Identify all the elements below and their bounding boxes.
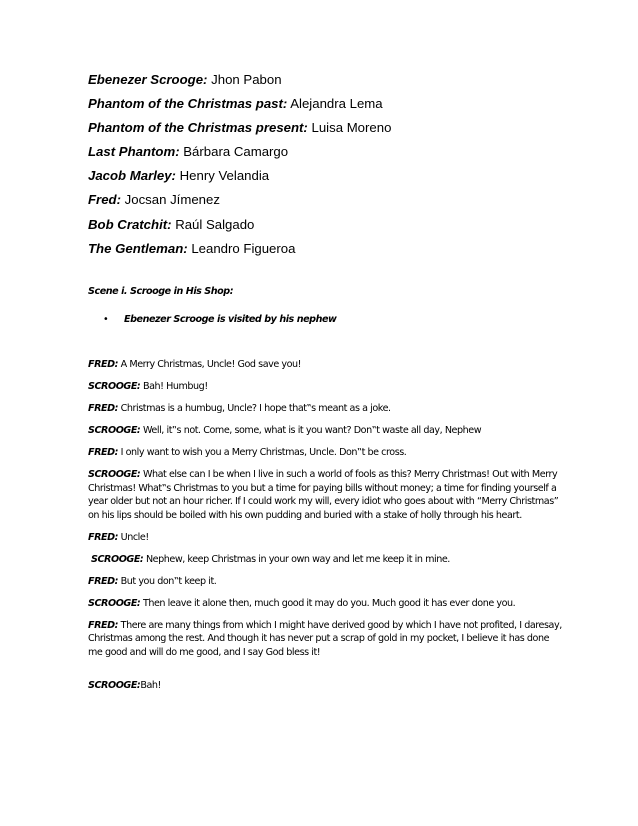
- dialogue-text: But you don‟t keep it.: [120, 575, 217, 587]
- speaker-name: SCROOGE:: [88, 469, 141, 480]
- dialogue-text: Bah! Humbug!: [142, 381, 208, 392]
- dialogue-text: There are many things from which I might have derived good by which I have not profited, I daresay, Christmas among the rest. And though it has never put a scrap of gold in my pocket, I believe it has done me good and will do me good, and I say God bless it!: [88, 619, 562, 658]
- cast-entry: [88, 140, 608, 164]
- speaker-name: FRED:: [88, 359, 119, 370]
- dialogue-line: [88, 553, 562, 567]
- cast-role: Phantom of the Christmas past:: [88, 96, 288, 112]
- dialogue-text: Uncle!: [120, 531, 149, 543]
- dialogue-line: [88, 424, 562, 438]
- dialogue-line: [88, 358, 562, 372]
- cast-actor: Luisa Moreno: [311, 120, 392, 136]
- speaker-name: FRED:: [88, 575, 119, 587]
- cast-entry: [88, 92, 608, 116]
- cast-actor: Bárbara Camargo: [183, 144, 289, 160]
- speaker-name: SCROOGE:: [88, 425, 141, 436]
- scene-bullet-item: [88, 313, 562, 327]
- dialogue-line: [88, 679, 562, 693]
- script-body: [88, 285, 562, 701]
- cast-role: Phantom of the Christmas present:: [88, 120, 308, 136]
- speaker-name: SCROOGE:: [88, 680, 141, 691]
- speaker-name: SCROOGE:: [88, 381, 141, 392]
- cast-role: Ebenezer Scrooge:: [88, 72, 208, 87]
- scene-heading: Scene i. Scrooge in His Shop:: [88, 286, 234, 297]
- cast-entry: [88, 188, 608, 212]
- cast-actor: Henry Velandia: [179, 168, 270, 184]
- speaker-name: SCROOGE:: [88, 597, 141, 609]
- cast-entry: [88, 213, 608, 237]
- dialogue-text: Well, it‟s not. Come, some, what is it you want? Don‟t waste all day, Nephew: [142, 425, 482, 436]
- dialogue-text: I only want to wish you a Merry Christmas, Uncle. Don‟t be cross.: [120, 447, 407, 458]
- dialogue-text: Nephew, keep Christmas in your own way and let me keep it in mine.: [145, 553, 450, 565]
- cast-role: Fred:: [88, 192, 121, 208]
- dialogue-text: What else can I be when I live in such a world of fools as this? Merry Christmas! Out with Merry Christmas! What‟s Christmas to you but a time for paying bills without money; a time for finding yourself a year older but not an hour richer. If I could work my will, every idiot who goes about with “Merry Christmas” on his lips should be boiled with his own pudding and buried with a stake of holly through his heart.: [88, 469, 559, 521]
- cast-entry: [88, 116, 608, 140]
- bullet-text: Ebenezer Scrooge is visited by his nephew: [124, 313, 337, 325]
- cast-role: Jacob Marley:: [88, 168, 176, 184]
- cast-actor: Leandro Figueroa: [191, 240, 296, 256]
- cast-actor: Jocsan Jímenez: [124, 192, 220, 208]
- dialogue-line: [88, 446, 562, 460]
- cast-entry: [88, 237, 608, 261]
- dialogue-line: [88, 468, 562, 522]
- cast-list: [88, 68, 608, 261]
- cast-actor: Jhon Pabon: [211, 72, 282, 87]
- speaker-name: FRED:: [88, 619, 119, 631]
- cast-role: The Gentleman:: [88, 240, 188, 256]
- bullet-icon: •: [103, 313, 109, 325]
- speaker-name: FRED:: [88, 447, 119, 458]
- speaker-name: FRED:: [88, 531, 119, 543]
- dialogue-text: Then leave it alone then, much good it may do you. Much good it has ever done you.: [142, 597, 516, 609]
- dialogue-text: Christmas is a humbug, Uncle? I hope that‟s meant as a joke.: [120, 403, 391, 414]
- cast-actor: Alejandra Lema: [290, 96, 383, 112]
- dialogue-line: [88, 575, 562, 589]
- dialogue-line: [88, 597, 562, 611]
- cast-role: Last Phantom:: [88, 144, 180, 160]
- dialogue-text: Bah!: [140, 680, 161, 691]
- cast-entry: [88, 164, 608, 188]
- dialogue-line: [88, 619, 562, 660]
- dialogue-text: A Merry Christmas, Uncle! God save you!: [120, 359, 302, 370]
- cast-entry: [88, 68, 608, 92]
- speaker-name: FRED:: [88, 403, 119, 414]
- speaker-name: SCROOGE:: [91, 553, 144, 565]
- cast-role: Bob Cratchit:: [88, 216, 172, 232]
- cast-actor: Raúl Salgado: [175, 216, 255, 232]
- dialogue-line: [88, 380, 562, 394]
- dialogue-line: [88, 531, 562, 545]
- dialogue-line: [88, 402, 562, 416]
